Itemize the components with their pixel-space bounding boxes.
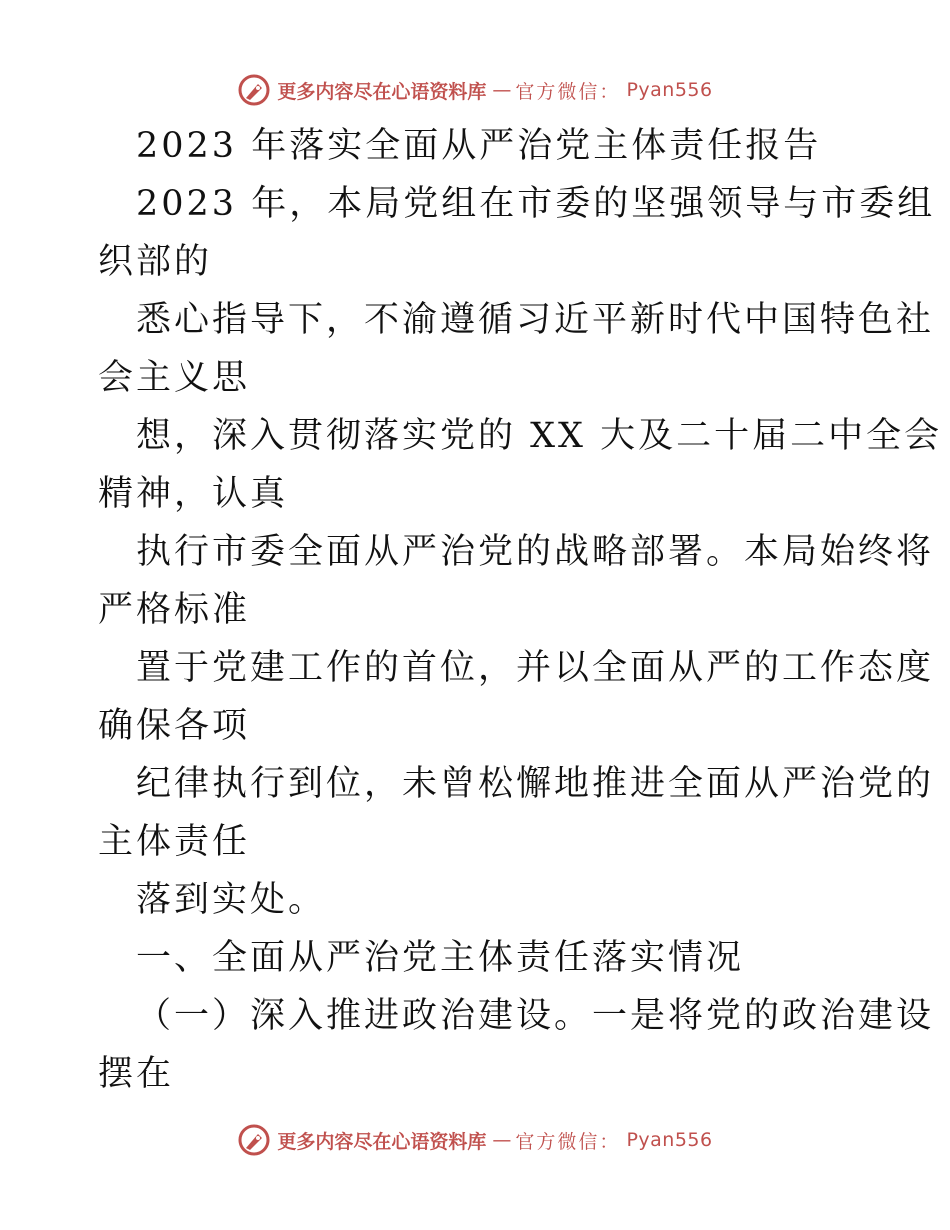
- paragraph-line: 纪律执行到位，未曾松懈地推进全面从严治党的: [136, 764, 935, 804]
- paragraph-line: 确保各项: [98, 706, 251, 746]
- pen-nib-logo-icon: [237, 73, 271, 107]
- section-heading: 一、全面从严治党主体责任落实情况: [136, 938, 745, 978]
- watermark-header: [0, 70, 950, 110]
- watermark-footer: [0, 1120, 950, 1160]
- paragraph-line: 置于党建工作的首位，并以全面从严的工作态度: [136, 648, 935, 688]
- watermark-wechat-id: Pyan556: [626, 79, 713, 101]
- paragraph-line: 执行市委全面从严治党的战略部署。本局始终将: [136, 532, 935, 572]
- paragraph-line: 精神，认真: [98, 474, 289, 514]
- paragraph-line: 会主义思: [98, 358, 251, 398]
- paragraph-line: 织部的: [98, 242, 213, 282]
- paragraph-line: 想，深入贯彻落实党的 XX 大及二十届二中全会: [136, 416, 943, 456]
- watermark-wechat-id: Pyan556: [626, 1129, 713, 1151]
- watermark-main-text: 更多内容尽在心语资料库: [277, 1130, 487, 1153]
- paragraph-line: 落到实处。: [136, 880, 327, 920]
- paragraph-line: 严格标准: [98, 590, 251, 630]
- watermark-official-label: 官方微信：: [515, 1130, 621, 1153]
- watermark-separator: —: [492, 1129, 510, 1151]
- paragraph-line: 摆在: [98, 1054, 175, 1094]
- watermark-main-text: 更多内容尽在心语资料库: [277, 80, 487, 103]
- watermark-separator: —: [492, 79, 510, 101]
- paragraph-line: 主体责任: [98, 822, 251, 862]
- watermark-official-label: 官方微信：: [515, 80, 621, 103]
- pen-nib-logo-icon: [237, 1123, 271, 1157]
- document-title: 2023 年落实全面从严治党主体责任报告: [136, 126, 822, 166]
- paragraph-line: 悉心指导下，不渝遵循习近平新时代中国特色社: [136, 300, 935, 340]
- document-body: [98, 117, 943, 1103]
- paragraph-line: 2023 年，本局党组在市委的坚强领导与市委组: [136, 184, 936, 224]
- paragraph-line: （一）深入推进政治建设。一是将党的政治建设: [136, 996, 935, 1036]
